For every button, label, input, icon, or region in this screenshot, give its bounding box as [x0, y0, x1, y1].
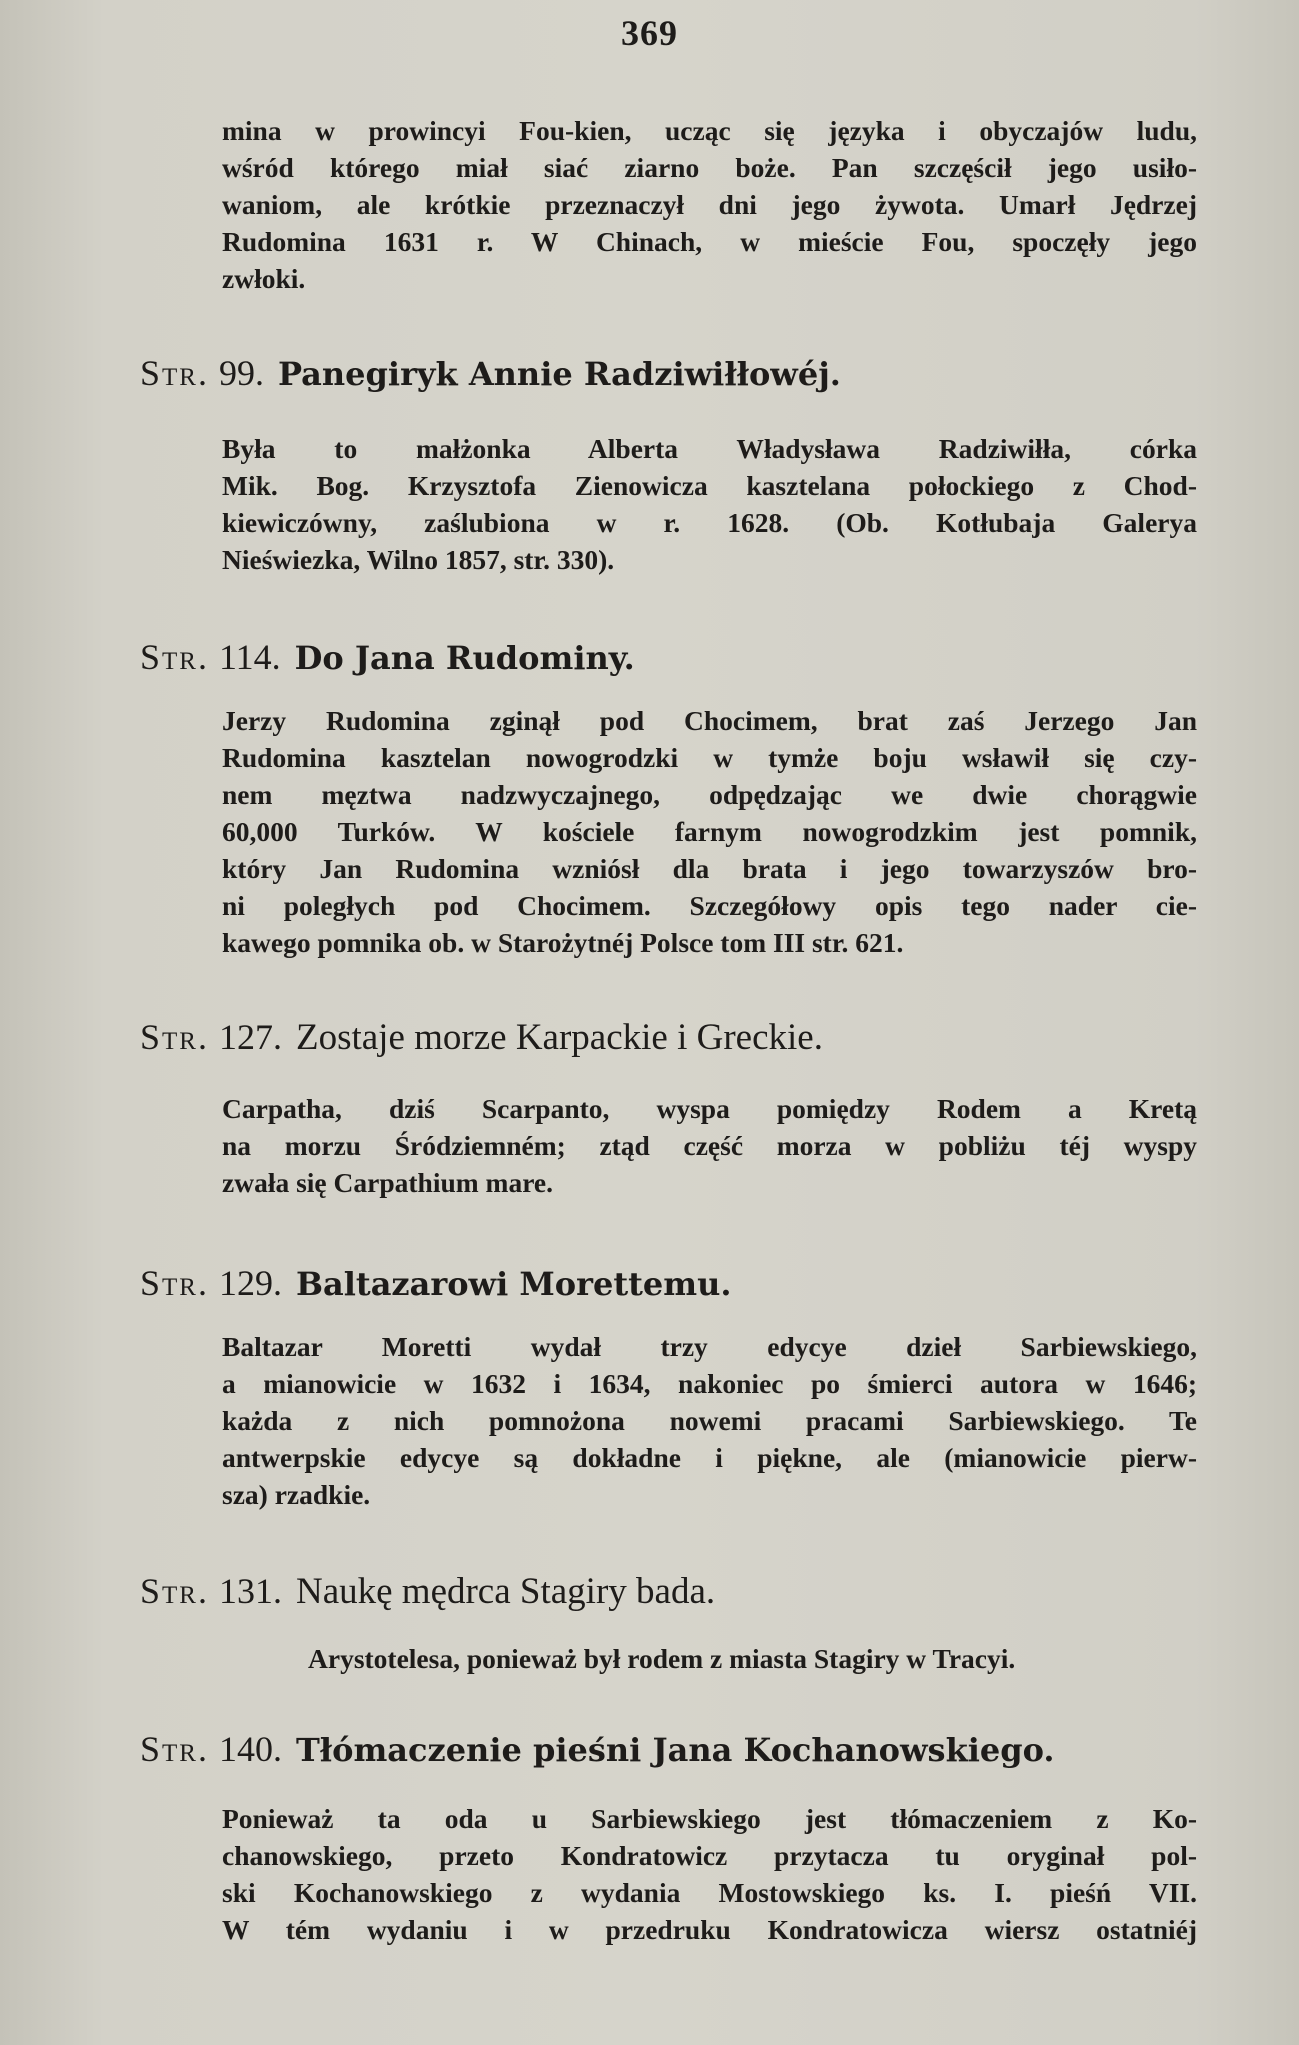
section-number: 127.	[218, 1017, 282, 1057]
page-number: 369	[621, 13, 678, 53]
text-line: Mik. Bog. Krzysztofa Zienowicza kasztelana połockiego z Chod-	[222, 470, 1197, 501]
text-line: Rudomina kasztelan nowogrodzki w tymże boju wsławił się czy-	[222, 742, 1197, 773]
text-line: zwłoki.	[222, 263, 306, 294]
section-title: Do Jana Rudominy.	[294, 639, 635, 677]
section-str-label: Str.	[140, 1017, 209, 1057]
section-number: 99.	[218, 353, 264, 393]
intro-paragraph	[222, 112, 1197, 297]
section-str-label: Str.	[140, 1729, 209, 1769]
text-line: ni poległych pod Chocimem. Szczegółowy opis tego nader cie-	[222, 890, 1197, 921]
section-number: 140.	[218, 1729, 282, 1769]
text-line: nem męztwa nadzwyczajnego, odpędzając we dwie chorągwie	[222, 779, 1197, 810]
section-str-label: Str.	[140, 353, 209, 393]
section-paragraph	[222, 1328, 1197, 1513]
text-line: a mianowicie w 1632 i 1634, nakoniec po śmierci autora w 1646;	[222, 1368, 1197, 1399]
section-paragraph	[222, 1090, 1197, 1201]
section-heading	[140, 1016, 823, 1059]
section-str-label: Str.	[140, 1263, 209, 1303]
text-line: zwała się Carpathium mare.	[222, 1167, 553, 1198]
text-line: 60,000 Turków. W kościele farnym nowogrodzkim jest pomnik,	[222, 816, 1197, 847]
section-paragraph	[308, 1640, 1208, 1677]
section-title: Baltazarowi Morettemu.	[295, 1265, 732, 1303]
text-line: na morzu Śródziemném; ztąd część morza w pobliżu téj wyspy	[222, 1130, 1197, 1161]
text-line: Była to małżonka Alberta Władysława Radziwiłła, córka	[222, 433, 1197, 464]
text-line: Arystotelesa, ponieważ był rodem z miasta Stagiry w Tracyi.	[308, 1643, 1016, 1674]
text-line: waniom, ale krótkie przeznaczył dni jego żywota. Umarł Jędrzej	[222, 189, 1197, 220]
text-line: antwerpskie edycye są dokładne i piękne, ale (mianowicie pierw-	[222, 1442, 1197, 1473]
section-str-label: Str.	[140, 637, 209, 677]
section-heading	[140, 352, 841, 394]
section-number: 129.	[218, 1263, 282, 1303]
section-str-label: Str.	[140, 1571, 209, 1611]
text-line: mina w prowincyi Fou-kien, ucząc się języka i obyczajów ludu,	[222, 115, 1197, 146]
text-line: Rudomina 1631 r. W Chinach, w mieście Fou, spoczęły jego	[222, 226, 1197, 257]
text-line: kiewiczówny, zaślubiona w r. 1628. (Ob. Kotłubaja Galerya	[222, 507, 1197, 538]
text-line: Jerzy Rudomina zginął pod Chocimem, brat zaś Jerzego Jan	[222, 705, 1197, 736]
section-paragraph	[222, 430, 1197, 578]
section-title: Naukę mędrca Stagiry bada.	[295, 1571, 716, 1612]
section-title: Zostaje morze Karpackie i Greckie.	[295, 1017, 823, 1058]
text-line: W tém wydaniu i w przedruku Kondratowicza wiersz ostatniéj	[222, 1914, 1197, 1945]
text-line: Carpatha, dziś Scarpanto, wyspa pomiędzy Rodem a Kretą	[222, 1093, 1197, 1124]
text-line: Nieświezka, Wilno 1857, str. 330).	[222, 544, 615, 575]
text-line: chanowskiego, przeto Kondratowicz przytacza tu oryginał pol-	[222, 1840, 1197, 1871]
text-line: Baltazar Moretti wydał trzy edycye dzieł Sarbiewskiego,	[222, 1331, 1197, 1362]
section-title: Tłómaczenie pieśni Jana Kochanowskiego.	[295, 1731, 1055, 1769]
section-heading	[140, 1262, 732, 1304]
section-heading	[140, 1728, 1055, 1770]
text-line: Ponieważ ta oda u Sarbiewskiego jest tłómaczeniem z Ko-	[222, 1803, 1197, 1834]
section-paragraph	[222, 1800, 1197, 1948]
text-line: sza) rzadkie.	[222, 1479, 371, 1510]
section-number: 114.	[218, 637, 281, 677]
text-line: który Jan Rudomina wzniósł dla brata i jego towarzyszów bro-	[222, 853, 1197, 884]
section-title: Panegiryk Annie Radziwiłłowéj.	[277, 355, 841, 393]
text-line: ski Kochanowskiego z wydania Mostowskiego ks. I. pieśń VII.	[222, 1877, 1197, 1908]
text-line: każda z nich pomnożona nowemi pracami Sarbiewskiego. Te	[222, 1405, 1197, 1436]
section-paragraph	[222, 702, 1197, 961]
section-heading	[140, 636, 635, 678]
text-line: kawego pomnika ob. w Starożytnéj Polsce tom III str. 621.	[222, 927, 904, 958]
section-heading	[140, 1570, 715, 1613]
section-number: 131.	[218, 1571, 282, 1611]
text-line: wśród którego miał siać ziarno boże. Pan szczęścił jego usiło-	[222, 152, 1197, 183]
